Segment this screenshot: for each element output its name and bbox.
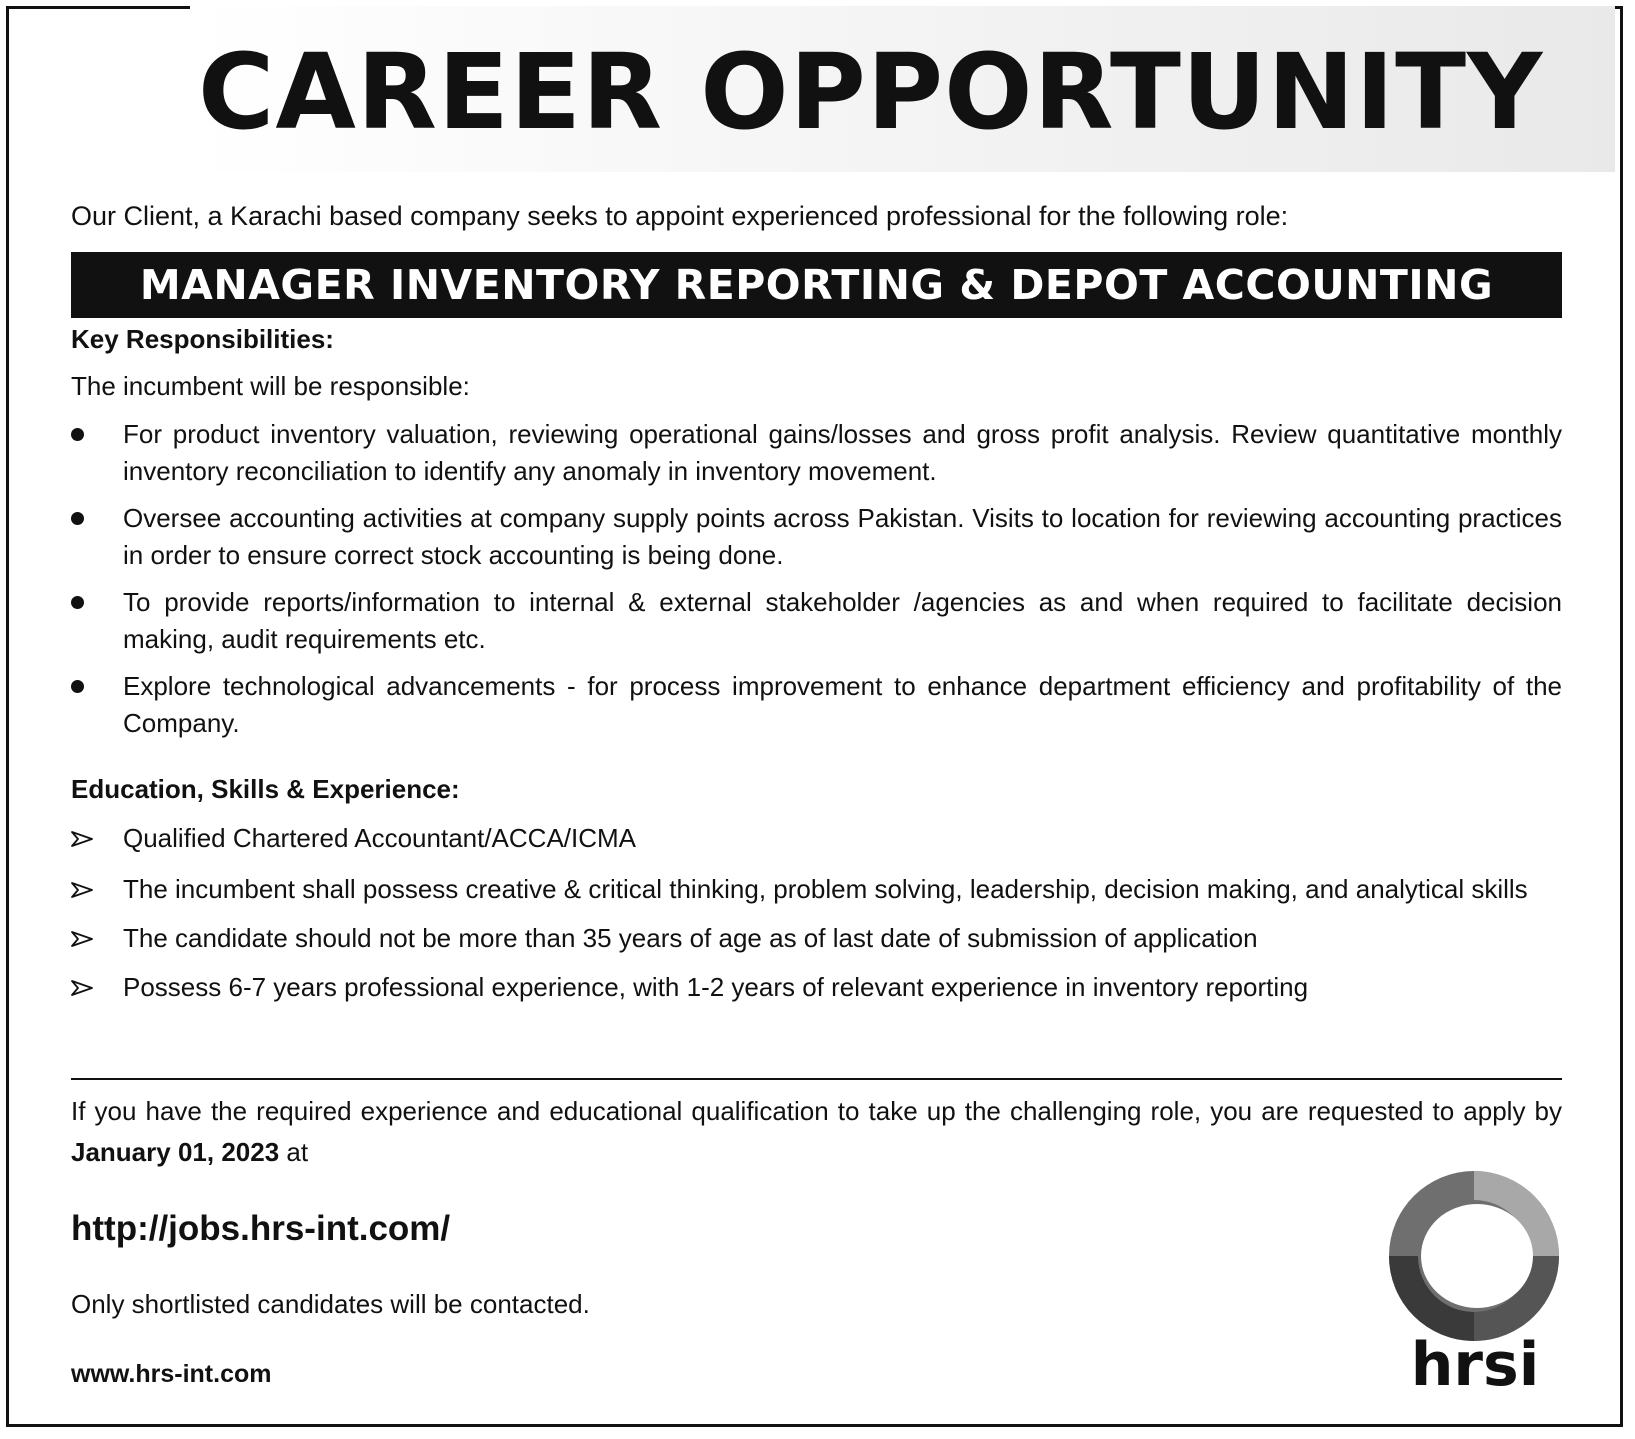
bullet-dot-icon [71,596,84,609]
responsibilities-lead: The incumbent will be responsible: [71,371,470,401]
qualification-item [71,871,1562,908]
apply-instructions [71,1091,1562,1173]
qualification-item [71,969,1562,1006]
qualifications-list [71,820,1562,1006]
qualification-text: The incumbent shall possess creative & critical thinking, problem solving, leadership, decision making, and analytical skills [123,874,1528,904]
responsibility-text: Explore technological advancements - for process improvement to enhance department efficiency and profitability of the Company. [123,671,1562,738]
qualification-text: Qualified Chartered Accountant/ACCA/ICMA [123,823,637,853]
responsibility-item [71,416,1562,490]
apply-deadline: January 01, 2023 [71,1137,280,1167]
bullet-dot-icon [71,428,84,441]
qualification-text: Possess 6-7 years professional experience, with 1-2 years of relevant experience in inventory reporting [123,972,1309,1002]
responsibilities-heading: Key Responsibilities: [71,324,334,354]
bullet-dot-icon [71,680,84,693]
responsibility-text: To provide reports/information to internal & external stakeholder /agencies as and when required to facilitate decision making, audit requirements etc. [123,587,1562,654]
responsibility-text: Oversee accounting activities at company supply points across Pakistan. Visits to location for reviewing accounting practices in order to ensure correct stock accounting is being done. [123,503,1562,570]
arrow-bullet-icon [71,931,93,947]
apply-text-before: If you have the required experience and educational qualification to take up the challenging role, you are requested to apply by [71,1096,1562,1126]
responsibility-item [71,584,1562,658]
bullet-dot-icon [71,512,84,525]
qualifications-heading: Education, Skills & Experience: [71,774,460,804]
hrsi-logo [1380,1163,1570,1388]
qualification-item [71,920,1562,957]
apply-text-after: at [279,1137,309,1167]
arrow-bullet-icon [71,980,93,996]
arrow-bullet-icon [71,831,93,847]
apply-url-link[interactable]: http://jobs.hrs-int.com/ [71,1209,451,1248]
role-title: MANAGER INVENTORY REPORTING & DEPOT ACCOUNTING [139,261,1494,309]
website-link[interactable]: www.hrs-int.com [71,1360,272,1388]
responsibility-item [71,500,1562,574]
qualification-text: The candidate should not be more than 35 years of age as of last date of submission of application [123,923,1258,953]
responsibility-text: For product inventory valuation, reviewing operational gains/losses and gross profit analysis. Review quantitative monthly inventory reconciliation to identify any anomaly in inventory movement. [123,419,1562,486]
arrow-bullet-icon [71,882,93,898]
intro-text: Our Client, a Karachi based company seeks to appoint experienced professional for the following role: [71,201,1289,231]
responsibility-item [71,668,1562,742]
responsibilities-list [71,416,1562,742]
shortlist-note: Only shortlisted candidates will be contacted. [71,1289,590,1319]
headline: CAREER OPPORTUNITY [198,31,1544,153]
role-banner [71,252,1562,318]
section-divider [71,1078,1562,1080]
ring-logo-icon [1389,1171,1559,1341]
logo-wordmark: hrsi [1410,1330,1540,1388]
qualification-item [71,820,1562,857]
